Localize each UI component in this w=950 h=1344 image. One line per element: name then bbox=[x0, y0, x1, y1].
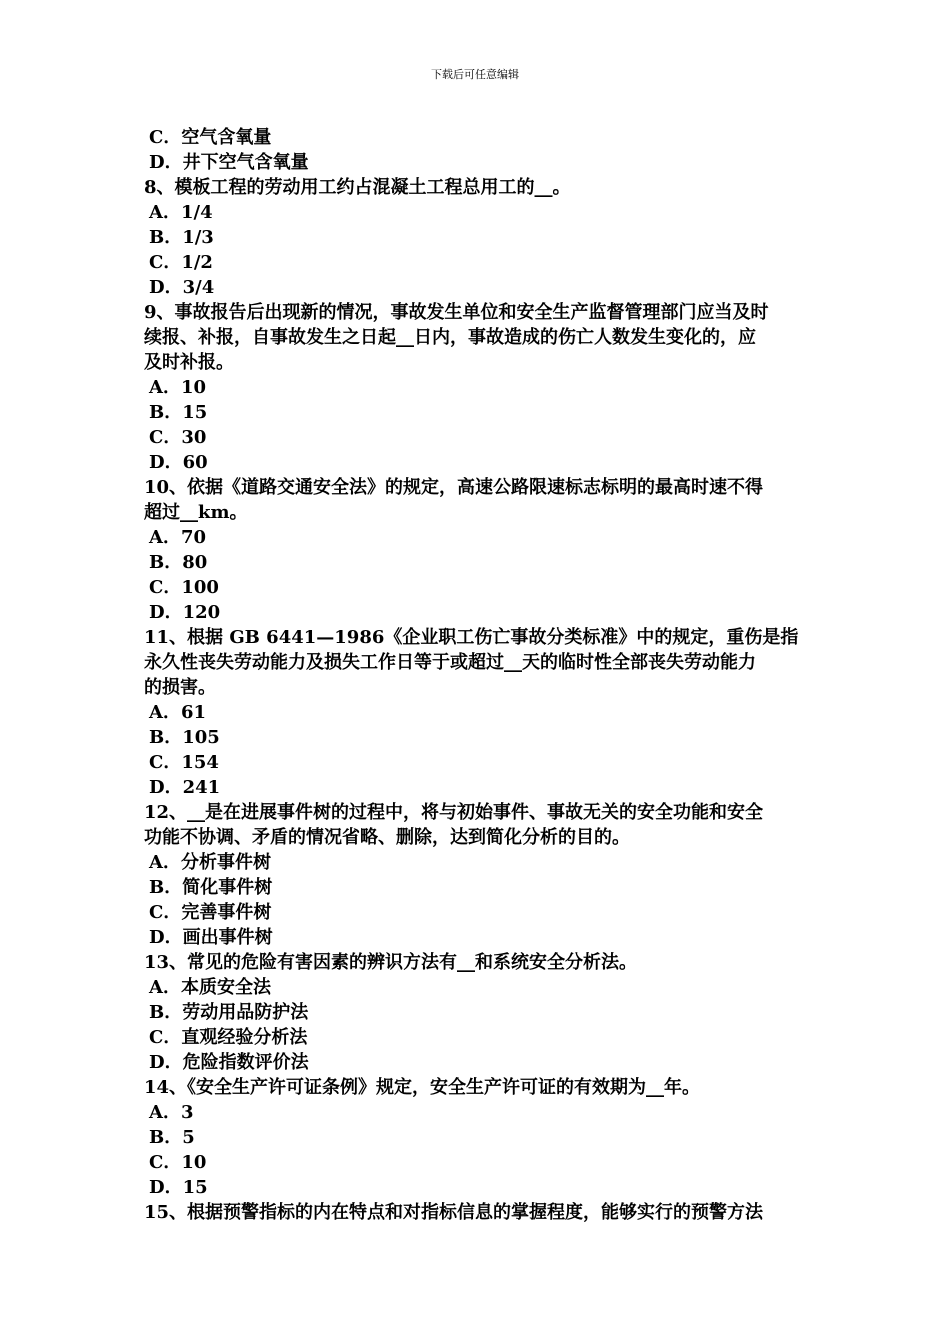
answer-option: B．80 bbox=[149, 552, 208, 573]
question-text-line: 及时补报。 bbox=[144, 352, 234, 373]
answer-option: D．60 bbox=[149, 452, 208, 473]
question-text-line: 14、《安全生产许可证条例》规定，安全生产许可证的有效期为__年。 bbox=[144, 1077, 701, 1098]
answer-option: C．直观经验分析法 bbox=[149, 1027, 308, 1048]
answer-option: B．劳动用品防护法 bbox=[149, 1002, 309, 1023]
answer-option: C．30 bbox=[149, 427, 207, 448]
answer-option: D．画出事件树 bbox=[149, 927, 273, 948]
answer-option: C．10 bbox=[149, 1152, 207, 1173]
question-text-line: 的损害。 bbox=[144, 677, 216, 698]
answer-option: C．完善事件树 bbox=[149, 902, 272, 923]
answer-option: D．241 bbox=[149, 777, 221, 798]
question-text-line: 超过__km。 bbox=[144, 502, 248, 523]
answer-option: D．15 bbox=[149, 1177, 208, 1198]
question-text-line: 11、根据 GB 6441—1986《企业职工伤亡事故分类标准》中的规定，重伤是指 bbox=[144, 627, 799, 648]
question-text-line: 15、根据预警指标的内在特点和对指标信息的掌握程度，能够实行的预警方法 bbox=[144, 1202, 764, 1223]
answer-option: D．3/4 bbox=[149, 277, 215, 298]
answer-option: C．154 bbox=[149, 752, 219, 773]
answer-option: A．70 bbox=[149, 527, 207, 548]
question-text-line: 功能不协调、矛盾的情况省略、删除，达到简化分析的目的。 bbox=[144, 827, 630, 848]
question-text-line: 9、事故报告后出现新的情况，事故发生单位和安全生产监督管理部门应当及时 bbox=[144, 302, 769, 323]
answer-option: C．空气含氧量 bbox=[149, 127, 272, 148]
answer-option: A．1/4 bbox=[149, 202, 213, 223]
answer-option: A．本质安全法 bbox=[149, 977, 271, 998]
answer-option: D．120 bbox=[149, 602, 221, 623]
answer-option: B．105 bbox=[149, 727, 220, 748]
answer-option: B．15 bbox=[149, 402, 208, 423]
document-body bbox=[144, 125, 808, 1225]
answer-option: A．3 bbox=[149, 1102, 194, 1123]
answer-option: C．1/2 bbox=[149, 252, 213, 273]
question-text-line: 8、模板工程的劳动用工约占混凝土工程总用工的__。 bbox=[144, 177, 571, 198]
answer-option: C．100 bbox=[149, 577, 219, 598]
question-text-line: 10、依据《道路交通安全法》的规定，高速公路限速标志标明的最高时速不得 bbox=[144, 477, 764, 498]
answer-option: A．61 bbox=[149, 702, 207, 723]
question-text-line: 13、常见的危险有害因素的辨识方法有__和系统安全分析法。 bbox=[144, 952, 638, 973]
answer-option: A．10 bbox=[149, 377, 207, 398]
answer-option: D．井下空气含氧量 bbox=[149, 152, 309, 173]
question-text-line: 12、__是在进展事件树的过程中，将与初始事件、事故无关的安全功能和安全 bbox=[144, 802, 764, 823]
answer-option: A．分析事件树 bbox=[149, 852, 271, 873]
answer-option: B．简化事件树 bbox=[149, 877, 273, 898]
question-text-line: 续报、补报，自事故发生之日起__日内，事故造成的伤亡人数发生变化的，应 bbox=[144, 327, 756, 348]
page-header: 下载后可任意编辑 bbox=[431, 68, 519, 81]
answer-option: D．危险指数评价法 bbox=[149, 1052, 309, 1073]
answer-option: B．5 bbox=[149, 1127, 195, 1148]
question-text-line: 永久性丧失劳动能力及损失工作日等于或超过__天的临时性全部丧失劳动能力 bbox=[144, 652, 756, 673]
answer-option: B．1/3 bbox=[149, 227, 214, 248]
